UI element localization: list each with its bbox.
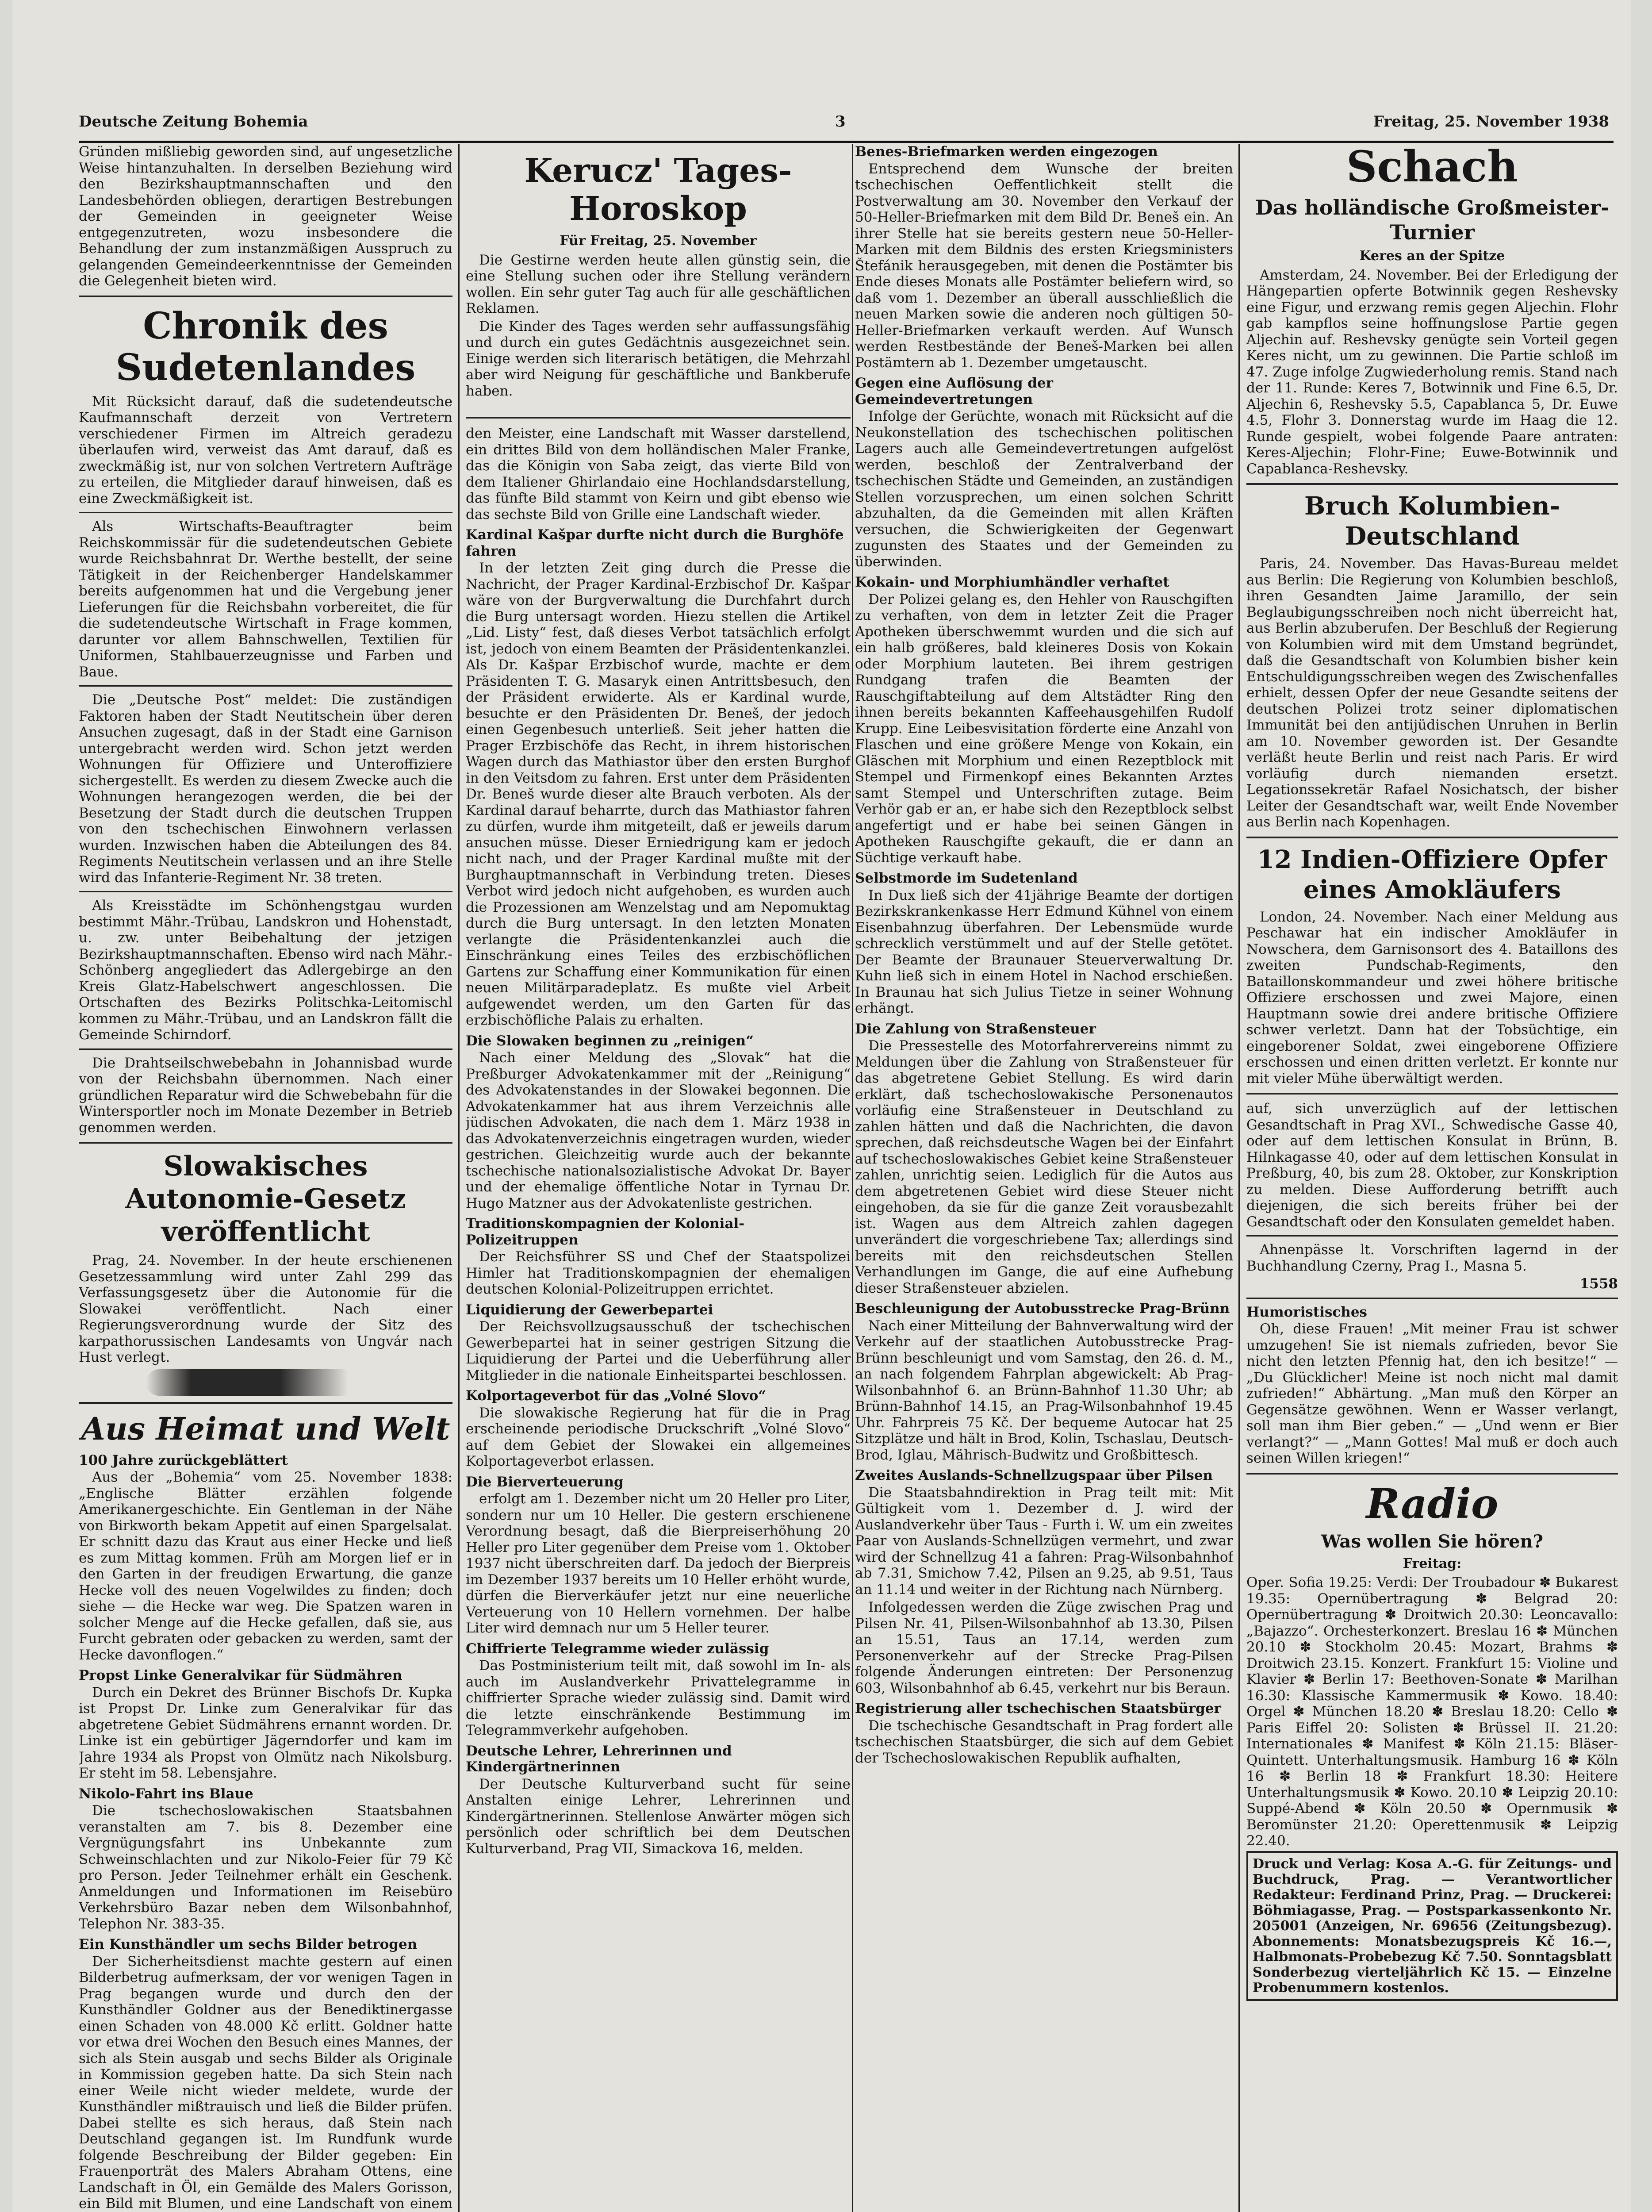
- separator: [1246, 1298, 1618, 1299]
- paragraph: Infolge der Gerüchte, wonach mit Rücksicht auf die Neukonstellation des tschechischen politischen Lagers auch alle Gemeindevertretungen aufgelöst werden, beschloß der Zentralverband der tschechischen Städte und Gemeinden, an zuständigen Stellen vorzusprechen, um einen solchen Schritt abzuhalten, da die Gemeinden mit allen Kräften versuchen, die Schwierigkeiten der Gegenwart zugunsten des Staates und der Gemeinden zu überwinden.: [855, 408, 1233, 570]
- paragraph: Nach einer Mitteilung der Bahnverwaltung wird der Verkehr auf der staatlichen Autobusstrecke Prag-Brünn beschleunigt und vom Samstag, den 26. d. M., an nach folgendem Fahrplan abgewickelt: Ab Prag-Wilsonbahnhof 6. an Brünn-Bahnhof 11.30 Uhr; ab Brünn-Bahnhof 14.15, an Prag-Wilsonbahnhof 19.45 Uhr. Fahrpreis 75 Kč. Der bequeme Autocar hat 25 Sitzplätze und hält in Brod, Kolin, Tschaslau, Deutsch-Brod, Iglau, Mährisch-Budwitz und Großbittesch.: [855, 1317, 1233, 1463]
- bruch-headline: Bruch Kolumbien-Deutschland: [1304, 492, 1560, 551]
- newspaper-page: [12, 0, 1631, 2212]
- paragraph: Als Kreisstädte im Schönhengstgau wurden bestimmt Mähr.-Trübau, Landskron und Hohenstadt, u. zw. unter Beibehaltung der jetzigen Bezirkshauptmannschaften. Ebenso wird nach Mähr.-Schönberg angegliedert das Adlergebirge an den Kreis Glatz-Habelschwert angeschlossen. Die Ortschaften des Bezirks Politschka-Leitomischl kommen zu Mähr.-Trübau, und an Landskron fällt die Gemeinde Schirndorf.: [79, 898, 452, 1043]
- subhead: Beschleunigung der Autobusstrecke Prag-Brünn: [855, 1301, 1230, 1317]
- ink-smudge: [146, 1369, 370, 1396]
- subhead: Gegen eine Auflösung der Gemeindevertretungen: [855, 375, 1054, 407]
- separator: [1246, 1093, 1618, 1094]
- paper-name: Deutsche Zeitung Bohemia: [79, 113, 308, 131]
- column-4: [1246, 144, 1618, 2212]
- paragraph: In Dux ließ sich der 41jährige Beamte der dortigen Bezirkskrankenkasse Herr Edmund Kühnel von einem Eisenbahnzug überfahren. Der Lebensmüde wurde schrecklich verstümmelt und auf der Stelle getötet. Der Beamte der Braunauer Steuerverwaltung Dr. Kuhn ließ sich in einem Hotel in Nachod erschießen. In Braunau hat sich Julius Tietze in seiner Wohnung erhängt.: [855, 887, 1233, 1016]
- page-number: 3: [835, 113, 846, 131]
- intro-paragraph: Gründen mißliebig geworden sind, auf ungesetzliche Weise hintanzuhalten. In derselben Beziehung wird den Bezirkshauptmannschaften und den Landesbehörden obliegen, derartigen Bestrebungen der Gemeinden in geeigneter Weise entgegenzutreten, wozu insbesondere die Behandlung der zum instanzmäßigen Ausspruch zu gelangenden Gemeindeerkenntnisse der Gemeinden die Gelegenheit bieten wird.: [79, 144, 452, 289]
- subhead: Benes-Briefmarken werden eingezogen: [855, 144, 1158, 160]
- column-rule: [458, 144, 460, 2212]
- separator: [1246, 483, 1618, 485]
- paragraph: erfolgt am 1. Dezember nicht um 20 Heller pro Liter, sondern nur um 10 Heller. Die gestern erschienene Verordnung besagt, daß die Bierpreiserhöhung 20 Heller pro Liter gegenüber dem Preise vom 1. Oktober 1937 nicht überschreiten darf. Da jedoch der Bierpreis im Dezember 1937 bereits um 10 Heller erhöht wurde, dürfen die Bierverkäufer jetzt nur eine neuerliche Verteuerung von 10 Hellern vornehmen. Der halbe Liter wird demnach nur um 5 Heller teurer.: [466, 1491, 851, 1636]
- paragraph: Die „Deutsche Post“ meldet: Die zuständigen Faktoren haben der Stadt Neutitschein über deren Ansuchen zugesagt, daß in der Stadt eine Garnison untergebracht werden wird. Schon jetzt werden Wohnungen für Offiziere und Unteroffiziere sichergestellt. Es werden zu diesem Zwecke auch die Wohnungen herangezogen werden, die bei der Besetzung der Stadt durch die deutschen Truppen von den tschechischen Einwohnern verlassen wurden. Inzwischen haben die Abteilungen des 84. Regiments Neutitschein verlassen und an ihre Stelle wird das Infanterie-Regiment Nr. 38 treten.: [79, 692, 452, 886]
- page-header: [79, 113, 1609, 139]
- turnier-headline: Das holländische Großmeister-Turnier: [1255, 196, 1610, 244]
- subhead: Propst Linke Generalvikar für Südmähren: [79, 1667, 402, 1683]
- paragraph: Die slowakische Regierung hat für die in Prag erscheinende periodische Druckschrift „Volné Slovo“ auf dem Gebiet der Slowakei ein allgemeines Kolportageverbot erlassen.: [466, 1405, 851, 1469]
- radio-day: Freitag:: [1403, 1555, 1462, 1571]
- separator: [79, 685, 452, 687]
- paragraph: Die tschechische Gesandtschaft in Prag fordert alle tschechischen Staatsbürger, die sich auf dem Gebiet der Tschechoslowakischen Republik aufhalten,: [855, 1717, 1233, 1766]
- subhead: Registrierung aller tschechischen Staatsbürger: [855, 1701, 1221, 1717]
- paragraph: Der Reichsvollzugsausschuß der tschechischen Gewerbepartei hat in seiner gestrigen Sitzung die Liquidierung der Partei und die Ueberführung aller Mitglieder in die nationale Einheitspartei beschlossen.: [466, 1319, 851, 1383]
- radio-headline: Radio: [1366, 1479, 1499, 1528]
- subhead: Ein Kunsthändler um sechs Bilder betrogen: [79, 1936, 418, 1952]
- ad-number: 1558: [1579, 1276, 1618, 1292]
- subhead: Zweites Auslands-Schnellzugspaar über Pilsen: [855, 1467, 1213, 1483]
- paragraph: Die Drahtseilschwebebahn in Johannisbad wurde von der Reichsbahn übernommen. Nach einer gründlichen Reparatur wird die Schwebebahn für die Wintersportler noch im Monate Dezember in Betrieb genommen werden.: [79, 1055, 452, 1136]
- paragraph: Aus der „Bohemia“ vom 25. November 1838: „Englische Blätter erzählen folgende Amerikanergeschichte. Ein Gentleman in der Nähe von Birkworth bekam Appetit auf einen Spargelsalat. Er schnitt dazu das Kraut aus einer Hecke und ließ es zum Mittag kommen. Früh am Morgen lief er in den Garten in der freudigen Erwartung, die ganze Hecke voll des neuen Vogelwildes zu finden; doch siehe — die Hecke war weg. Die Spatzen waren in solcher Menge auf die Hecke gefallen, daß sie, aus Furcht gebraten oder gebacken zu werden, samt der Hecke davonflogen.“: [79, 1469, 452, 1663]
- radio-program: Oper. Sofia 19.25: Verdi: Der Troubadour ✽ Bukarest 19.35: Opernübertragung ✽ Belgrad 20: Opernübertragung ✽ Droitwich 20.30: Leoncavallo: „Bajazzo“. Orchesterkonzert. Breslau 16 ✽ München 20.10 ✽ Stockholm 20.45: Mozart, Brahms ✽ Droitwich 23.15. Konzert. Frankfurt 15: Violine und Klavier ✽ Berlin 17: Beethoven-Sonate ✽ Marilhan 16.30: Klassische Kammermusik ✽ Kowo. 18.40: Orgel ✽ München 18.20 ✽ Breslau 18.20: Cello ✽ Paris Eiffel 20: Solisten ✽ Brüssel II. 21.20: Internationales ✽ Manifest ✽ Köln 21.15: Bläser-Quintett. Unterhaltungsmusik. Hamburg 16 ✽ Köln 16 ✽ Berlin 18 ✽ Frankfurt 18.30: Heitere Unterhaltungsmusik ✽ Kowo. 20.10 ✽ Leipzig 20.10: Suppé-Abend ✽ Köln 20.50 ✽ Opernmusik ✽ Beromünster 21.20: Operettenmusik ✽ Leipzig 22.40.: [1246, 1575, 1618, 1849]
- subhead: Die Bierverteuerung: [466, 1474, 624, 1490]
- subhead: Selbstmorde im Sudetenland: [855, 870, 1078, 886]
- separator: [79, 1048, 452, 1050]
- paragraph: Als Wirtschafts-Beauftragter beim Reichskommissär für die sudetendeutschen Gebiete wurde Reichsbahnrat Dr. Werthe bestellt, der seine Tätigkeit in der Reichenberger Handelskammer bereits aufgenommen hat und die Vergebung jener Lieferungen für die Reichsbahn vorbereitet, die für die sudetendeutsche Wirtschaft in Frage kommen, darunter vor allem Bahnschwellen, Textilien für Uniformen, Stahlbauerzeugnisse und Farben und Baue.: [79, 518, 452, 680]
- paragraph: Mit Rücksicht darauf, daß die sudetendeutsche Kaufmannschaft derzeit von Vertretern verschiedener Firmen im Altreich geradezu überlaufen wird, verweist das Amt darauf, daß es zweckmäßig ist, nur von solchen Vertretern Aufträge zu erteilen, die Mitglieder darauf hinweisen, daß es eine Zweckmäßigkeit ist.: [79, 393, 452, 507]
- separator: [79, 296, 452, 297]
- paragraph: Der Deutsche Kulturverband sucht für seine Anstalten einige Lehrer, Lehrerinnen und Kindergärtnerinnen. Stellenlose Anwärter mögen sich persönlich oder schriftlich bei dem Deutschen Kulturverband, Prag VII, Simackova 16, melden.: [466, 1776, 851, 1857]
- subhead: Kolportageverbot für das „Volné Slovo“: [466, 1388, 767, 1404]
- chronik-headline: Chronik des Sudetenlandes: [115, 304, 416, 389]
- ahnenpass-ad: Ahnenpässe lt. Vorschriften lagernd in der Buchhandlung Czerny, Prag I., Masna 5.: [1246, 1242, 1618, 1274]
- subhead: Kokain- und Morphiumhändler verhaftet: [855, 574, 1169, 590]
- column-1: [79, 144, 452, 2212]
- paragraph: Oh, diese Frauen! „Mit meiner Frau ist schwer umzugehen! Sie ist niemals zufrieden, bevor Sie nicht den letzten Pfennig hat, den ich besitze!“ — „Du Glücklicher! Meine ist noch nicht mal damit zufrieden!“ Abhärtung. „Man muß den Körper an Gegensätze gewöhnen. Wenn er Wasser verlangt, soll man ihm Bier geben.“ — „Und wenn er Bier verlangt?“ — „Mann Gottes! Mal muß er doch auch seinen Willen kriegen!“: [1246, 1321, 1618, 1466]
- paragraph: Die Gestirne werden heute allen günstig sein, die eine Stellung suchen oder ihre Stellung verändern wollen. Ein sehr guter Tag auch für alle geschäftlichen Reklamen.: [466, 252, 851, 316]
- separator: [79, 1142, 452, 1144]
- radio-subhead: Was wollen Sie hören?: [1321, 1531, 1544, 1552]
- paragraph: auf, sich unverzüglich auf der lettischen Gesandtschaft in Prag XVI., Schwedische Gasse 40, oder auf dem lettischen Konsulat in Brünn, B. Hilnkagasse 40, oder auf dem lettischen Konsulat in Preßburg, 40, bis zum 28. Oktober, zur Konskription zu melden. Diese Aufforderung betrifft auch diejenigen, die sich bereits früher bei der Gesandtschaft oder den Konsulaten gemeldet haben.: [1246, 1101, 1618, 1230]
- subhead: Liquidierung der Gewerbepartei: [466, 1302, 713, 1318]
- schach-headline: Schach: [1346, 144, 1518, 192]
- paragraph: den Meister, eine Landschaft mit Wasser darstellend, ein drittes Bild von dem holländischen Maler Franke, das die Königin von Saba zeigt, das vierte Bild von dem Italiener Ghirlandaio eine Hochlandsdarstellung, das fünfte Bild stammt von Keirn und gibt ebenso wie das sechste Bild von Grille eine Landschaft wieder.: [466, 426, 851, 522]
- paragraph: Der Sicherheitsdienst machte gestern auf einen Bilderbetrug aufmerksam, der vor wenigen Tagen in Prag begangen wurde und durch den der Kunsthändler Goldner aus der Benediktinergasse einen Schaden von 48.000 Kč erlitt. Goldner hatte vor etwa drei Wochen den Besuch eines Mannes, der sich als Stein ausgab und sechs Bilder als Originale in Kommission gegeben hatte. Da sich Stein nach einer Weile nicht wieder meldete, wurde der Kunsthändler mißtrauisch und ließ die Bilder prüfen. Dabei stellte es sich heraus, daß Stein nach Deutschland gegangen ist. Im Rundfunk wurde folgende Beschreibung der Bilder gegeben: Ein Frauenporträt des Malers Abraham Ottens, eine Landschaft in Öl, ein Gemälde des Malers Gorisson, ein Bild mit Blumen, und eine Landschaft von einem: [79, 1953, 452, 2212]
- paragraph: In der letzten Zeit ging durch die Presse die Nachricht, der Prager Kardinal-Erzbischof Dr. Kašpar wäre von der Burgverwaltung die Durchfahrt durch die Burg untersagt worden. Hiezu stellen die Artikel „Lid. Listy“ fest, daß dieses Verbot tatsächlich erfolgt ist, jedoch von einem Beamten der Präsidentenkanzlei. Als Dr. Kašpar Erzbischof wurde, machte er dem Präsidenten T. G. Masaryk einen Antrittsbesuch, den der Präsident erwiderte. Als er Kardinal wurde, besuchte er den Präsidenten Dr. Beneš, der jedoch einen Gegenbesuch unterließ. Seit jeher hatten die Prager Erzbischöfe das Recht, in ihrem historischen Wagen durch das Mathiastor über den ersten Burghof in den Veitsdom zu fahren. Erst unter dem Präsidenten Dr. Beneš wurde dieser alte Brauch verboten. Als der Kardinal darauf beharrte, durch das Mathiastor fahren zu dürfen, wurde ihm mitgeteilt, daß er jeweils darum ansuchen müsse. Dieser Erniedrigung kam er jedoch nicht nach, und der Prager Kardinal mußte mit der Burghauptmannschaft in Verbindung treten. Dieses Verbot wird jedoch nicht aufgehoben, es wurden auch die Prozessionen am Wenzelstag und am Nepomuktag durch die Burg untersagt. In den letzten Monaten verlangte die Präsidentenkanzlei auch die Einschränkung eines Teiles des erzbischöflichen Gartens zur Schaffung einer Kommunikation für einen neuen Militärparadeplatz. Es mußte viel Arbeit aufgewendet werden, um den Garten für das erzbischöfliche Palais zu erhalten.: [466, 560, 851, 1028]
- paragraph: Paris, 24. November. Das Havas-Bureau meldet aus Berlin: Die Regierung von Kolumbien beschloß, ihren Gesandten Jaime Jaramillo, der sein Beglaubigungsschreiben noch nicht überreicht hat, aus Berlin abzuberufen. Der Beschluß der Regierung von Kolumbien wird mit dem Umstand begründet, daß die Gesandtschaft von Kolumbien bisher kein Entschuldigungsschreiben wegen des Zwischenfalles erhielt, dessen Opfer der neue Gesandte seitens der deutschen Polizei trotz seiner diplomatischen Immunität bei den antijüdischen Unruhen in Berlin am 10. November geworden ist. Der Gesandte verläßt heute Berlin und reist nach Paris. Er wird vorläufig durch niemanden ersetzt. Legationssekretär Rafael Nosichatsch, der bisher Leiter der Gesandtschaft war, weilt Ende November aus Berlin nach Kopenhagen.: [1246, 556, 1618, 830]
- subhead: Kardinal Kašpar durfte nicht durch die Burghöfe fahren: [466, 527, 844, 559]
- paragraph: Nach einer Meldung des „Slovak“ hat die Preßburger Advokatenkammer mit der „Reinigung“ des Advokatenstandes in der Slowakei begonnen. Die Advokatenkammer hat aus ihrem Verzeichnis alle jüdischen Advokaten, die nach dem 1. März 1938 in das Advokatenverzeichnis eingetragen wurden, wieder gestrichen. Gleichzeitig wurde auch der bekannte tschechische nationalsozialistische Advokat Dr. Bayer und der ehemalige öffentliche Notar in Tyrnau Dr. Hugo Matzner aus der Advokatenliste gestrichen.: [466, 1050, 851, 1211]
- header-rule: [79, 141, 1614, 143]
- subhead: 100 Jahre zurückgeblättert: [79, 1452, 288, 1468]
- paragraph: Prag, 24. November. In der heute erschienenen Gesetzessammlung wird unter Zahl 299 das Verfassungsgesetz über die Autonomie für die Slowakei veröffentlicht. Nach einer Regierungsverordnung wurde der Sitz des karpathorussischen Landesamts von Ungvár nach Hust verlegt.: [79, 1252, 452, 1365]
- separator: [79, 1402, 452, 1404]
- imprint-box: Druck und Verlag: Kosa A.-G. für Zeitungs- und Buchdruck, Prag. — Verantwortlicher Redakteur: Ferdinand Prinz, Prag. — Druckerei: Böhmiagasse, Prag. — Postsparkassenkonto Nr. 205001 (Anzeigen, Nr. 69656 (Zeitungsbezug). Abonnements: Monatsbezugspreis Kč 16.—, Halbmonats-Probebezug Kč 7.50. Sonntagsblatt Sonderbezug vierteljährlich Kč 15. — Einzelne Probenummern kostenlos.: [1246, 1851, 1618, 2001]
- paragraph: Der Polizei gelang es, den Hehler von Rauschgiften zu verhaften, von dem in letzter Zeit die Prager Apotheken überschwemmt wurden und die sich auf ein halb größeres, bald kleineres Dosis von Kokain oder Morphium lauteten. Bei ihrem gestrigen Rundgang trafen die Beamten der Rauschgiftabteilung auf dem Altstädter Ring den ihnen bereits bekannten Kaffeehausgehilfen Rudolf Krupp. Eine Leibesvisitation förderte eine Anzahl von Flaschen und eine größere Menge von Kokain, ein Gläschen mit Morphium und einen Rezeptblock mit Stempel und Firmenkopf eines Bekannten Arztes samt Stempel und Unterschriften zutage. Beim Verhör gab er an, er habe sich den Rezeptblock selbst angefertigt und er habe bei seinen Gängen in Apotheken Rauschgifte gekauft, die er dann an Süchtige verkauft habe.: [855, 591, 1233, 866]
- subhead: Die Zahlung von Straßensteuer: [855, 1021, 1096, 1037]
- separator: [466, 417, 851, 419]
- subhead: Traditionskompagnien der Kolonial-Polizeitruppen: [466, 1216, 745, 1248]
- separator: [1246, 1473, 1618, 1475]
- subhead: Die Slowaken beginnen zu „reinigen“: [466, 1033, 754, 1049]
- subhead: Deutsche Lehrer, Lehrerinnen und Kindergärtnerinnen: [466, 1743, 732, 1775]
- paragraph: Der Reichsführer SS und Chef der Staatspolizei Himler hat Traditionskompagnien der ehemaligen deutschen Kolonial-Polizeitruppen errichtet.: [466, 1249, 851, 1297]
- subhead: Nikolo-Fahrt ins Blaue: [79, 1786, 253, 1802]
- subhead: Chiffrierte Telegramme wieder zulässig: [466, 1640, 769, 1657]
- separator: [1246, 1235, 1618, 1237]
- paragraph: Das Postministerium teilt mit, daß sowohl im In- als auch im Auslandverkehr Privattelegramme in chiffrierter Sprache wieder zulässig sind. Damit wird die letzte einschränkende Bestimmung im Telegrammverkehr aufgehoben.: [466, 1658, 851, 1738]
- heimat-headline: Aus Heimat und Welt: [81, 1410, 450, 1447]
- paragraph: Durch ein Dekret des Brünner Bischofs Dr. Kupka ist Propst Dr. Linke zum Generalvikar für das abgetretene Gebiet Südmährens ernannt worden. Dr. Linke ist ein gebürtiger Jägerndorfer und kam im Jahre 1934 als Propst von Olmütz nach Nikolsburg. Er steht im 58. Lebensjahre.: [79, 1684, 452, 1781]
- column-rule: [1238, 144, 1240, 2212]
- horoskop-headline: Kerucz' Tages-Horoskop: [524, 152, 792, 228]
- separator: [79, 891, 452, 892]
- column-3: [855, 144, 1233, 2212]
- subhead: Humoristisches: [1246, 1304, 1368, 1320]
- slowakei-headline: Slowakisches Autonomie-Gesetz veröffentlicht: [125, 1150, 406, 1248]
- paragraph: Die Staatsbahndirektion in Prag teilt mit: Mit Gültigkeit vom 1. Dezember d. J. wird der Auslandverkehr über Taus - Furth i. W. um ein zweites Paar von Auslands-Schnellzügen vermehrt, und zwar wird der Schnellzug 41 a fahren: Prag-Wilsonbahnhof ab 7.31, Smichow 7.42, Pilsen an 9.25, ab 9.51, Taus an 11.14 und weiter in der Richtung nach Nürnberg.: [855, 1484, 1233, 1598]
- issue-date: Freitag, 25. November 1938: [1373, 113, 1609, 131]
- paragraph: Infolgedessen werden die Züge zwischen Prag und Pilsen Nr. 41, Pilsen-Wilsonbahnhof ab 13.30, Pilsen an 15.51, Taus an 17.14, werden zum Personenverkehr auf der Strecke Prag-Pilsen folgende Änderungen eintreten: Der Personenzug 603, Wilsonbahnhof ab 6.45, verkehrt nur bis Beraun.: [855, 1599, 1233, 1696]
- separator: [1246, 837, 1618, 838]
- horoskop-date: Für Freitag, 25. November: [560, 233, 757, 249]
- separator: [79, 512, 452, 513]
- paragraph: Die tschechoslowakischen Staatsbahnen veranstalten am 7. bis 8. Dezember eine Vergnügungsfahrt ins Unbekannte zum Schweinschlachten und zur Nikolo-Feier für 79 Kč pro Person. Jeder Teilnehmer erhält ein Geschenk. Anmeldungen und Informationen im Reisebüro Verkehrsbüro Bazar neben dem Wilsonbahnhof, Telephon Nr. 383-35.: [79, 1803, 452, 1932]
- column-rule: [852, 144, 853, 2212]
- paragraph: London, 24. November. Nach einer Meldung aus Peschawar hat ein indischer Amokläufer in Nowschera, dem Garnisonsort des 4. Bataillons des zweiten Pundschab-Regiments, den Bataillonskommandeur und zwei höhere britische Offiziere erschossen und zwei Majore, einen Hauptmann sowie drei andere britische Offiziere schwer verletzt. Dann hat der Tobsüchtige, ein eingeborener Soldat, zwei eingeborene Offiziere erschossen und einen dritten verletzt. Er konnte nur mit vieler Mühe überwältigt werden.: [1246, 909, 1618, 1087]
- paragraph: Entsprechend dem Wunsche der breiten tschechischen Oeffentlichkeit stellt die Postverwaltung am 30. November den Verkauf der 50-Heller-Briefmarken mit dem Bild Dr. Beneš ein. An ihrer Stelle hat sie bereits gestern neue 50-Heller-Marken mit dem Bildnis des ersten Kriegsministers Štefánik herausgegeben, mit denen die Postämter bis Ende dieses Monats alle Postämter beliefern wird, so daß vom 1. Dezember an überall ausschließlich die neuen Marken sowie die anderen noch gültigen 50-Heller-Briefmarken verkauft werden. Auf Wunsch werden Restbestände der Beneš-Marken bei allen Postämtern ab 1. Dezember umgetauscht.: [855, 161, 1233, 371]
- indien-headline: 12 Indien-Offiziere Opfer eines Amokläufers: [1257, 845, 1607, 904]
- paragraph: Die Pressestelle des Motorfahrervereins nimmt zu Meldungen über die Zahlung von Straßensteuer für das abgetretene Gebiet Stellung. Es wird darin erklärt, daß tschechoslowakische Personenautos vorläufig eine Straßensteuer in Deutschland zu zahlen hätten und daß die Nachrichten, die davon sprechen, daß reichsdeutsche Wagen bei der Einfahrt auf tschechoslowakisches Gebiet keine Straßensteuer zahlen, unrichtig seien. Lediglich für die Autos aus dem abgetretenen Gebiet wird diese Steuer nicht eingehoben, da sie für die ganze Zeit vorausbezahlt ist. Wagen aus dem Altreich zahlen dagegen unverändert die vorgeschriebene Tax; allerdings sind bereits mit den reichsdeutschen Stellen Verhandlungen im Gange, die auf eine Aufhebung dieser Straßensteuer abzielen.: [855, 1038, 1233, 1296]
- paragraph: Die Kinder des Tages werden sehr auffassungsfähig und durch ein gutes Gedächtnis ausgezeichnet sein. Einige werden sich literarisch betätigen, die Mehrzahl aber wird Neigung für geschäftliche und Bankberufe haben.: [466, 318, 851, 399]
- column-2: [466, 144, 851, 2212]
- turnier-subhead: Keres an der Spitze: [1359, 248, 1505, 264]
- paragraph: Amsterdam, 24. November. Bei der Erledigung der Hängepartien opferte Botwinnik gegen Reshevsky eine Figur, und erzwang remis gegen Aljechin. Flohr gab kampflos seine hoffnungslose Partie gegen Aljechin auf. Reshevsky genügte sein Vorteil gegen Keres nicht, um zu gewinnen. Die Partie schloß im 47. Zuge infolge Zugwiederholung remis. Stand nach der 11. Runde: Keres 7, Botwinnik und Fine 6.5, Dr. Aljechin 6, Reshevsky 5.5, Capablanca 5, Dr. Euwe 4.5, Flohr 3. Donnerstag wurde im Haag die 12. Runde gespielt, wobei folgende Paare antraten: Keres-Aljechin; Flohr-Fine; Euwe-Botwinnik und Capablanca-Reshevsky.: [1246, 267, 1618, 477]
